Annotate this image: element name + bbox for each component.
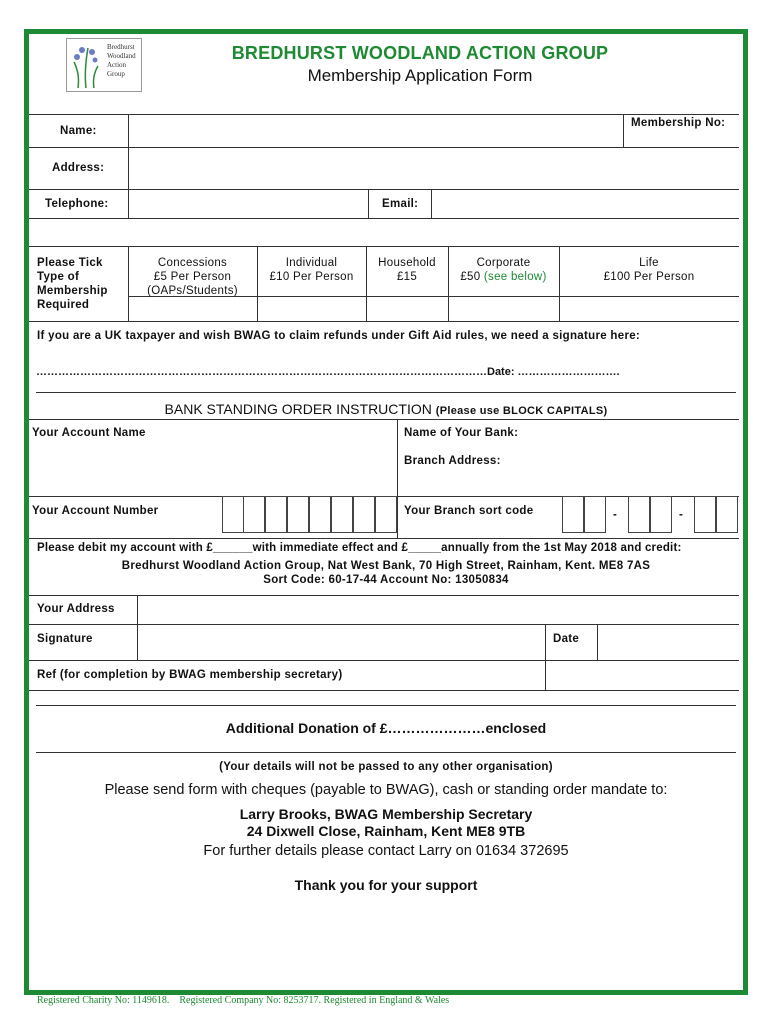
membership-no-label: Membership No:	[631, 117, 726, 129]
divider	[29, 218, 739, 219]
option-label: Individual	[285, 257, 338, 269]
account-digit-box[interactable]	[222, 496, 244, 533]
option-corporate[interactable]	[448, 256, 559, 284]
option-individual[interactable]	[257, 256, 366, 284]
account-name-field[interactable]	[32, 444, 392, 494]
divider	[29, 419, 739, 420]
gift-aid-text: If you are a UK taxpayer and wish BWAG to claim refunds under Gift Aid rules, we need a signature here:	[37, 330, 641, 342]
privacy-note: (Your details will not be passed to any other organisation)	[219, 761, 553, 773]
divider	[29, 660, 739, 661]
see-below-note: (see below)	[483, 271, 547, 283]
divider	[36, 392, 736, 393]
account-number-label: Your Account Number	[32, 505, 159, 517]
option-label: £10 Per Person	[269, 271, 354, 283]
divider	[29, 624, 739, 625]
account-digit-box[interactable]	[265, 496, 287, 533]
divider	[397, 419, 398, 539]
option-label	[448, 270, 559, 284]
sort-code-digit-box[interactable]	[628, 496, 650, 533]
divider	[29, 321, 739, 322]
membership-type-label-line: Please Tick	[37, 257, 103, 269]
date-field[interactable]	[599, 626, 736, 659]
option-label: Corporate	[476, 257, 531, 269]
divider	[368, 189, 369, 218]
name-field[interactable]	[130, 116, 620, 146]
divider	[29, 595, 739, 596]
payee-line-2: Sort Code: 60-17-44 Account No: 13050834	[263, 574, 509, 586]
divider	[36, 705, 736, 706]
account-digit-box[interactable]	[287, 496, 309, 533]
contact-line: For further details please contact Larry on 01634 372695	[203, 843, 569, 859]
sort-code-digit-box[interactable]	[650, 496, 672, 533]
membership-type-label-line: Type of	[37, 271, 80, 283]
divider	[29, 246, 739, 247]
membership-type-label-line: Required	[37, 299, 90, 311]
telephone-label: Telephone:	[45, 198, 109, 210]
bluebell-icon	[68, 40, 104, 90]
secretary-address-2: 24 Dixwell Close, Rainham, Kent ME8 9TB	[246, 823, 526, 839]
account-digit-box[interactable]	[331, 496, 353, 533]
option-label: Household	[378, 257, 436, 269]
account-digit-box[interactable]	[309, 496, 331, 533]
membership-no-field[interactable]	[630, 132, 734, 146]
payee-line-1: Bredhurst Woodland Action Group, Nat West Bank, 70 High Street, Rainham, Kent. ME8 7AS	[121, 560, 651, 572]
sort-code-dash: -	[679, 509, 684, 521]
debit-instruction: Please debit my account with £______with immediate effect and £_____annually from the 1st May 2018 and credit:	[37, 542, 682, 554]
membership-type-label-line: Membership	[37, 285, 108, 297]
sort-code-digit-box[interactable]	[716, 496, 738, 533]
thanks-line: Thank you for your support	[294, 877, 478, 893]
gift-aid-signature-line[interactable]: ……………………………………………………………………………………………………………Date: ……………………….	[36, 366, 620, 378]
secretary-address-1: Larry Brooks, BWAG Membership Secretary	[239, 806, 533, 822]
divider	[137, 595, 138, 660]
bank-name-label: Name of Your Bank:	[404, 427, 519, 439]
account-digit-box[interactable]	[243, 496, 265, 533]
divider	[545, 624, 546, 690]
option-household[interactable]	[366, 256, 448, 284]
divider	[29, 114, 739, 115]
option-concessions[interactable]	[128, 256, 257, 298]
your-address-label: Your Address	[37, 603, 115, 615]
name-label: Name:	[60, 125, 97, 137]
option-label: (OAPs/Students)	[147, 285, 238, 297]
bank-heading-note: (Please use BLOCK CAPITALS)	[435, 405, 608, 417]
signature-field[interactable]	[139, 626, 543, 659]
option-label: £5 Per Person	[153, 271, 232, 283]
divider	[623, 114, 624, 147]
email-label: Email:	[382, 198, 419, 210]
option-label: Concessions	[157, 257, 228, 269]
divider	[597, 624, 598, 660]
date-label: Date	[553, 633, 580, 645]
option-label: £100 Per Person	[603, 271, 695, 283]
ref-label: Ref (for completion by BWAG membership secretary)	[37, 669, 343, 681]
sort-code-dash: -	[613, 509, 618, 521]
divider	[29, 538, 739, 539]
divider	[29, 189, 739, 190]
page-subtitle: Membership Application Form	[307, 66, 533, 85]
sort-code-digit-box[interactable]	[562, 496, 584, 533]
divider	[128, 114, 129, 218]
address-field[interactable]	[130, 149, 736, 188]
option-life[interactable]	[559, 256, 739, 284]
donation-line[interactable]: Additional Donation of £…………………enclosed	[225, 720, 547, 736]
telephone-field[interactable]	[130, 191, 366, 217]
divider	[29, 147, 739, 148]
sort-code-digit-box[interactable]	[694, 496, 716, 533]
email-field[interactable]	[433, 191, 736, 217]
option-price: £50	[460, 271, 481, 283]
membership-type-label	[37, 256, 108, 312]
divider	[36, 752, 736, 753]
branch-address-label: Branch Address:	[404, 455, 501, 467]
address-label: Address:	[52, 162, 105, 174]
bank-heading	[36, 401, 736, 417]
logo-text: Bredhurst Woodland Action Group	[107, 43, 136, 78]
divider	[431, 189, 432, 218]
option-label: £15	[396, 271, 418, 283]
page-title: BREDHURST WOODLAND ACTION GROUP	[231, 43, 609, 63]
sort-code-digit-box[interactable]	[584, 496, 606, 533]
your-address-field[interactable]	[139, 597, 736, 623]
signature-label: Signature	[37, 633, 93, 645]
registration-info: Registered Charity No: 1149618. Registered Company No: 8253717. Registered in England & Wales	[37, 995, 450, 1006]
send-instruction: Please send form with cheques (payable to BWAG), cash or standing order mandate to:	[104, 782, 668, 798]
account-digit-box[interactable]	[353, 496, 375, 533]
account-digit-box[interactable]	[375, 496, 397, 533]
logo	[66, 38, 142, 92]
option-label: Life	[639, 257, 659, 269]
account-name-label: Your Account Name	[32, 427, 146, 439]
sort-code-label: Your Branch sort code	[404, 505, 534, 517]
divider	[29, 690, 739, 691]
bank-heading-text: BANK STANDING ORDER INSTRUCTION	[164, 401, 432, 417]
